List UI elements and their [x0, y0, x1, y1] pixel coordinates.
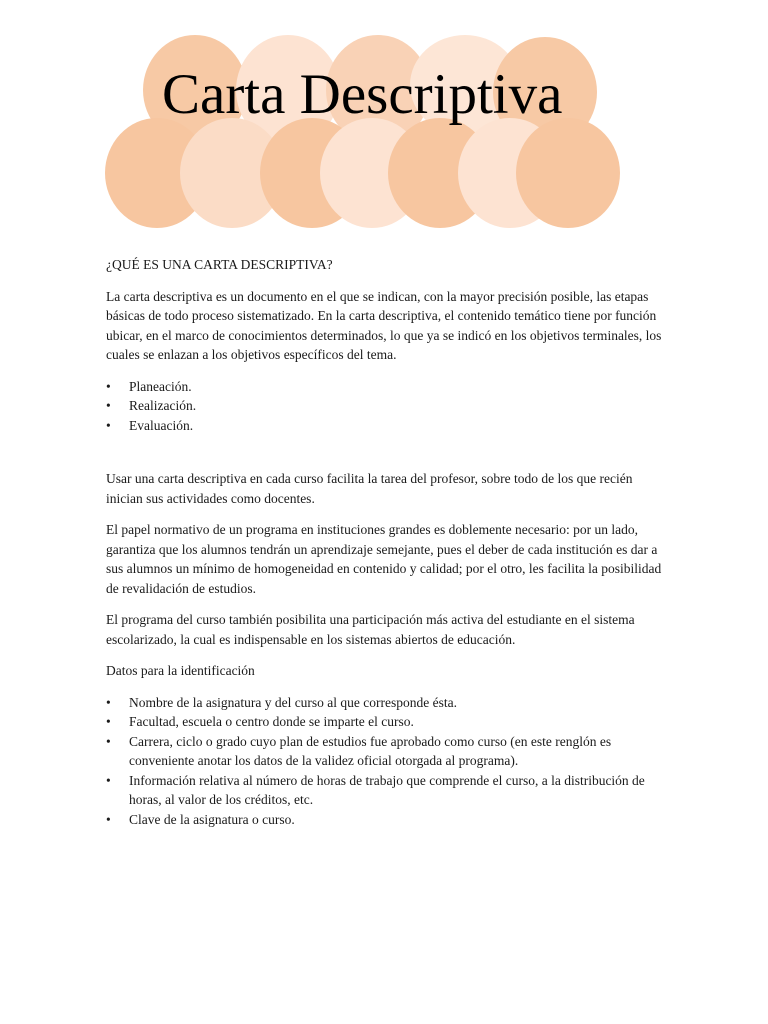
banner-circles	[100, 30, 630, 235]
list-item: • Información relativa al número de horas de trabajo que comprende el curso, a la distribución de horas, al valor de los créditos, etc.	[129, 771, 666, 810]
list-item: • Evaluación.	[129, 416, 666, 436]
list-item: • Facultad, escuela o centro donde se imparte el curso.	[129, 712, 666, 732]
paragraph: Usar una carta descriptiva en cada curso facilita la tarea del profesor, sobre todo de los que recién inician sus actividades como docentes.	[106, 471, 633, 506]
intro-paragraph: La carta descriptiva es un documento en el que se indican, con la mayor precisión posible, las etapas básicas de todo proceso sistematizado. En la carta descriptiva, el contenido temático tiene por función ubicar, en el marco de conocimientos determinados, lo que ya se indicó en los objetivos terminales, los cuales se enlazan a los objetivos específicos del tema.	[106, 288, 662, 362]
banner-circle	[516, 118, 620, 228]
identification-list	[106, 693, 666, 830]
list-item: • Realización.	[129, 396, 666, 416]
stages-list	[106, 377, 666, 436]
list-item: • Nombre de la asignatura y del curso al que corresponde ésta.	[129, 693, 666, 713]
list-item: • Planeación.	[129, 377, 666, 397]
paragraph: El papel normativo de un programa en instituciones grandes es doblemente necesario: por un lado, garantiza que los alumnos tendrán un aprendizaje semejante, pues el deber de cada institución es dar a sus alumnos un mínimo de homogeneidad en contenido y calidad; por el otro, les facilita la posibilidad de revalidación de estudios.	[106, 522, 662, 596]
list-item: • Carrera, ciclo o grado cuyo plan de estudios fue aprobado como curso (en este renglón es conveniente anotar los datos de la validez oficial otorgada al programa).	[129, 732, 666, 771]
document-title: Carta Descriptiva	[162, 63, 563, 126]
title-banner	[100, 30, 630, 235]
paragraph: El programa del curso también posibilita una participación más activa del estudiante en el sistema escolarizado, la cual es indispensable en los sistemas abiertos de educación.	[106, 612, 635, 647]
list-item: • Clave de la asignatura o curso.	[129, 810, 666, 830]
document-body	[106, 255, 666, 841]
section-heading: ¿QUÉ ES UNA CARTA DESCRIPTIVA?	[106, 257, 333, 272]
identification-heading: Datos para la identificación	[106, 663, 255, 678]
spacer	[106, 447, 666, 469]
